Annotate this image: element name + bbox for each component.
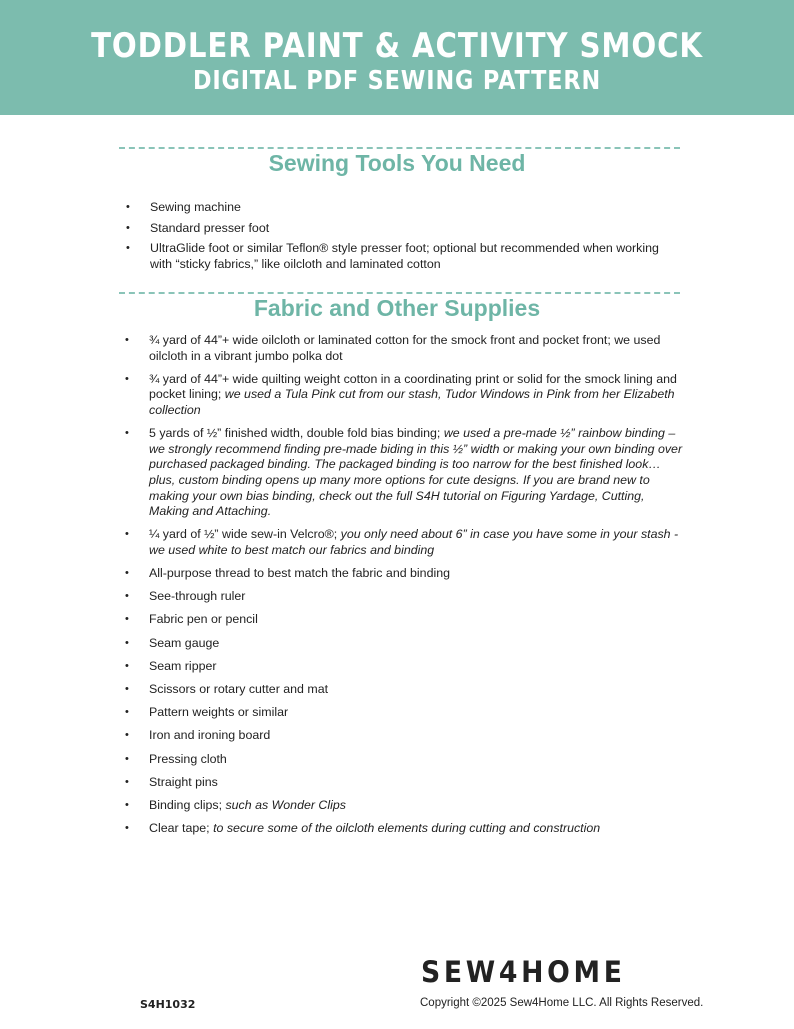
list-item: [149, 612, 684, 628]
list-item-text: Straight pins: [149, 774, 218, 789]
list-item: [149, 333, 684, 364]
list-item: [149, 372, 684, 419]
list-item-note: to secure some of the oilcloth elements during cutting and construction: [213, 821, 601, 836]
list-item-note: we used a pre-made ½” rainbow binding – we strongly recommend finding pre-made biding in this ½” width or making your own binding over purchased packaged binding. The packaged binding is too narrow for the best finished look… plus, custom binding opens up many more options for cute designs. If you are brand new to making your own bias binding, check out the full S4H tutorial on Figuring Yardage, Cutting, Making and Attaching.: [149, 426, 683, 519]
section-divider-tools: [119, 147, 680, 149]
section-divider-supplies: [119, 292, 680, 294]
list-item: [149, 705, 684, 721]
title-banner: [0, 0, 794, 115]
list-item: [149, 566, 684, 582]
list-item-text: Pressing cloth: [149, 751, 227, 766]
list-item: [149, 821, 684, 837]
list-item-text: Sewing machine: [150, 200, 241, 214]
list-item: [149, 682, 684, 698]
pattern-code: S4H1032: [140, 998, 196, 1011]
list-item-text: 5 yards of ½” finished width, double fold bias binding;: [149, 426, 444, 441]
tools-list: [150, 200, 680, 277]
list-item: [150, 221, 680, 237]
list-item-text: ¼ yard of ½” wide sew-in Velcro®;: [149, 527, 341, 542]
list-item: [149, 589, 684, 605]
list-item-text: Binding clips;: [149, 797, 226, 812]
list-item-text: Standard presser foot: [150, 220, 270, 235]
supplies-heading: Fabric and Other Supplies: [253, 295, 541, 321]
list-item: [149, 798, 684, 814]
list-item-text: ¾ yard of 44”+ wide quilting weight cotton in a coordinating print or solid for the smock lining and pocket lining;: [149, 371, 677, 402]
list-item-text: See-through ruler: [149, 589, 246, 604]
list-item: [149, 426, 684, 520]
list-item-text: Scissors or rotary cutter and mat: [149, 682, 329, 697]
list-item-text: All-purpose thread to best match the fabric and binding: [149, 566, 450, 581]
supplies-list: [149, 333, 684, 844]
tools-heading: Sewing Tools You Need: [268, 150, 526, 176]
page-title: TODDLER PAINT & ACTIVITY SMOCK: [91, 26, 703, 66]
list-item-text: Seam gauge: [149, 635, 220, 650]
list-item: [149, 636, 684, 652]
copyright-notice: Copyright ©2025 Sew4Home LLC. All Rights Reserved.: [420, 997, 704, 1009]
list-item: [149, 728, 684, 744]
list-item-note: we used a Tula Pink cut from our stash, Tudor Windows in Pink from her Elizabeth collection: [149, 387, 675, 417]
list-item-text: Pattern weights or similar: [149, 705, 289, 720]
list-item-text: UltraGlide foot or similar Teflon® style presser foot; optional but recommended when working with “sticky fabrics,” like oilcloth and laminated cotton: [150, 241, 659, 271]
list-item: [149, 752, 684, 768]
list-item: [149, 659, 684, 675]
list-item-text: Clear tape;: [149, 821, 214, 836]
list-item: [150, 200, 680, 216]
list-item: [150, 241, 680, 272]
list-item-text: Seam ripper: [149, 658, 217, 673]
list-item-text: Iron and ironing board: [149, 728, 271, 743]
list-item: [149, 527, 684, 558]
list-item-text: ¾ yard of 44”+ wide oilcloth or laminated cotton for the smock front and pocket front; we used oilcloth in a vibrant jumbo polka dot: [149, 333, 661, 363]
brand-logo: SEW4HOME: [421, 955, 626, 989]
list-item-note: you only need about 6” in case you have some in your stash - we used white to best match our fabrics and binding: [149, 527, 679, 557]
list-item-note: such as Wonder Clips: [225, 797, 346, 812]
list-item: [149, 775, 684, 791]
list-item-text: Fabric pen or pencil: [149, 612, 258, 627]
page-subtitle: DIGITAL PDF SEWING PATTERN: [192, 66, 602, 96]
